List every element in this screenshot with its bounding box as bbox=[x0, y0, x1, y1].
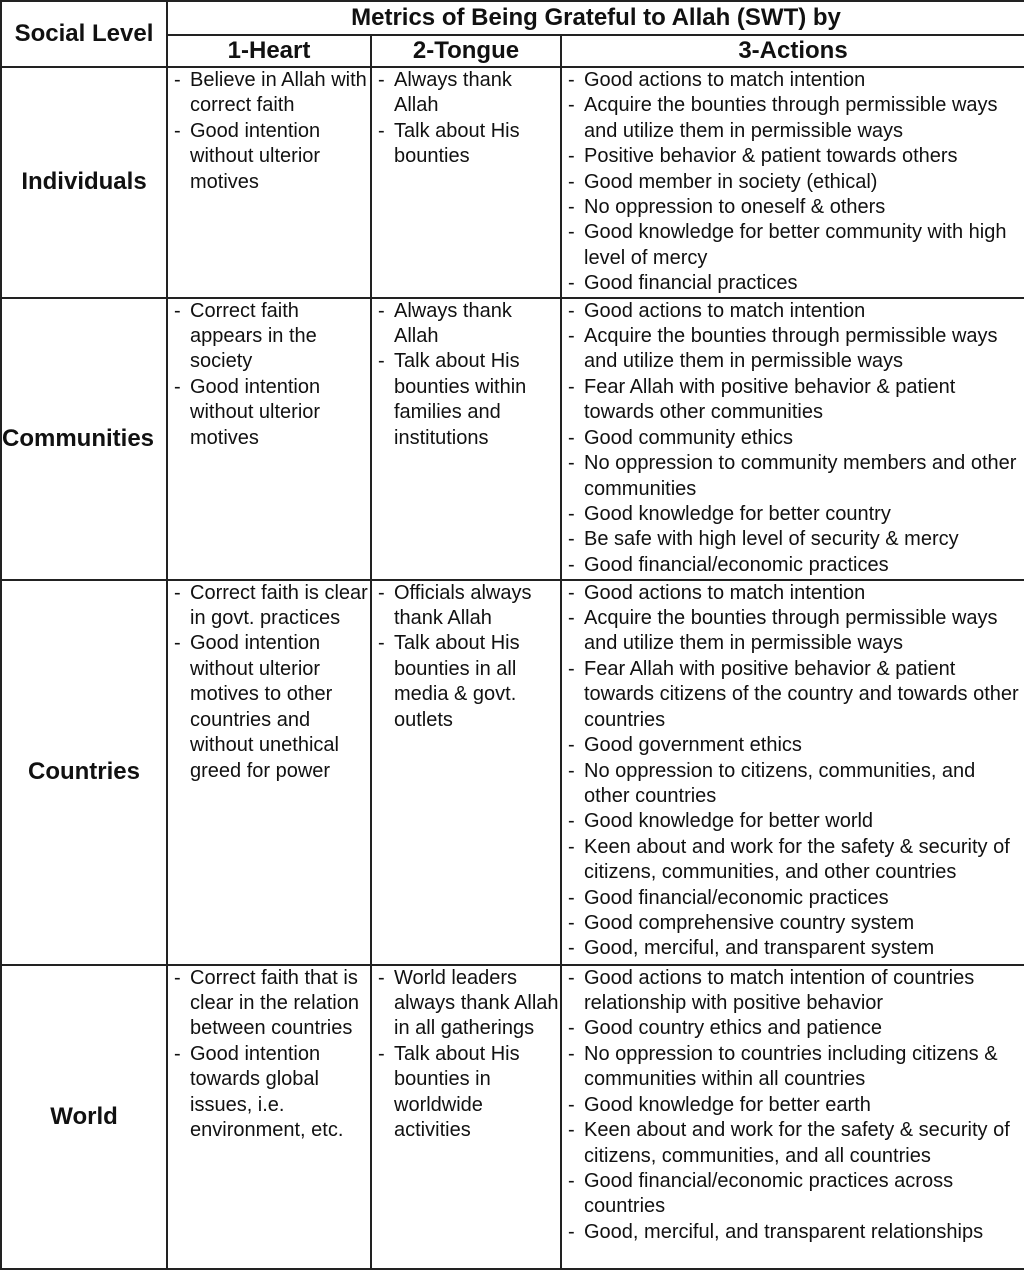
list-item: - Good government ethics bbox=[562, 733, 1024, 758]
actions-cell bbox=[561, 67, 1024, 298]
list-item: - No oppression to community members and other communities bbox=[562, 451, 1024, 502]
list-item: - Good intention towards global issues, i.e. environment, etc. bbox=[168, 1042, 370, 1144]
list-item: - Good member in society (ethical) bbox=[562, 170, 1024, 195]
actions-cell bbox=[561, 580, 1024, 965]
table-row-countries bbox=[1, 580, 1024, 965]
table-row-world bbox=[1, 965, 1024, 1269]
list-item: - Good intention without ulterior motives bbox=[168, 119, 370, 195]
list-item: - Acquire the bounties through permissible ways and utilize them in permissible ways bbox=[562, 324, 1024, 375]
social-level-cell: Countries bbox=[1, 580, 167, 965]
list-item: - No oppression to oneself & others bbox=[562, 195, 1024, 220]
list-item: - Good intention without ulterior motives bbox=[168, 375, 370, 451]
heart-cell bbox=[167, 67, 371, 298]
heart-cell bbox=[167, 580, 371, 965]
list-item: - Correct faith is clear in govt. practices bbox=[168, 581, 370, 632]
list-item: - Good, merciful, and transparent relationships bbox=[562, 1220, 1024, 1245]
tongue-cell bbox=[371, 580, 561, 965]
list-item: - Fear Allah with positive behavior & patient towards citizens of the country and towards other countries bbox=[562, 657, 1024, 733]
list-item: - Good community ethics bbox=[562, 426, 1024, 451]
list-item: - Be safe with high level of security & mercy bbox=[562, 527, 1024, 552]
list-item: - Correct faith that is clear in the relation between countries bbox=[168, 966, 370, 1042]
list-item: - Acquire the bounties through permissible ways and utilize them in permissible ways bbox=[562, 93, 1024, 144]
list-item: - Officials always thank Allah bbox=[372, 581, 560, 632]
heart-column-header: 1-Heart bbox=[167, 35, 371, 67]
social-level-cell: World bbox=[1, 965, 167, 1269]
list-item: - Positive behavior & patient towards others bbox=[562, 144, 1024, 169]
list-item: - Good knowledge for better country bbox=[562, 502, 1024, 527]
list-item: - Correct faith appears in the society bbox=[168, 299, 370, 375]
list-item: - Good intention without ulterior motives to other countries and without unethical greed for power bbox=[168, 631, 370, 783]
social-level-cell: Communities bbox=[1, 298, 167, 580]
list-item: - Acquire the bounties through permissible ways and utilize them in permissible ways bbox=[562, 606, 1024, 657]
list-item: - Good financial/economic practices bbox=[562, 886, 1024, 911]
tongue-cell bbox=[371, 67, 561, 298]
list-item: - Talk about His bounties in worldwide activities bbox=[372, 1042, 560, 1144]
list-item: - Good financial/economic practices bbox=[562, 553, 1024, 578]
heart-cell bbox=[167, 298, 371, 580]
list-item: - Talk about His bounties in all media & govt. outlets bbox=[372, 631, 560, 733]
social-level-header: Social Level bbox=[1, 1, 167, 67]
list-item: - Good actions to match intention bbox=[562, 68, 1024, 93]
table-row-communities bbox=[1, 298, 1024, 580]
tongue-cell bbox=[371, 298, 561, 580]
actions-cell bbox=[561, 298, 1024, 580]
list-item: - Always thank Allah bbox=[372, 68, 560, 119]
list-item: - Keen about and work for the safety & security of citizens, communities, and all countries bbox=[562, 1118, 1024, 1169]
list-item: - Good knowledge for better community with high level of mercy bbox=[562, 220, 1024, 271]
list-item: - Good actions to match intention of countries relationship with positive behavior bbox=[562, 966, 1024, 1017]
actions-column-header: 3-Actions bbox=[561, 35, 1024, 67]
list-item: - Good financial practices bbox=[562, 271, 1024, 296]
list-item: - Always thank Allah bbox=[372, 299, 560, 350]
list-item: - Good knowledge for better world bbox=[562, 809, 1024, 834]
tongue-cell bbox=[371, 965, 561, 1269]
list-item: - Believe in Allah with correct faith bbox=[168, 68, 370, 119]
table-row-individuals bbox=[1, 67, 1024, 298]
list-item: - No oppression to citizens, communities, and other countries bbox=[562, 759, 1024, 810]
list-item: - Good financial/economic practices across countries bbox=[562, 1169, 1024, 1220]
list-item: - No oppression to countries including citizens & communities within all countries bbox=[562, 1042, 1024, 1093]
actions-cell bbox=[561, 965, 1024, 1269]
list-item: - World leaders always thank Allah in all gatherings bbox=[372, 966, 560, 1042]
heart-cell bbox=[167, 965, 371, 1269]
list-item: - Talk about His bounties within families and institutions bbox=[372, 349, 560, 451]
list-item: - Fear Allah with positive behavior & patient towards other communities bbox=[562, 375, 1024, 426]
tongue-column-header: 2-Tongue bbox=[371, 35, 561, 67]
list-item: - Keen about and work for the safety & security of citizens, communities, and other countries bbox=[562, 835, 1024, 886]
social-level-cell: Individuals bbox=[1, 67, 167, 298]
list-item: - Good knowledge for better earth bbox=[562, 1093, 1024, 1118]
list-item: - Good country ethics and patience bbox=[562, 1016, 1024, 1041]
list-item: - Good actions to match intention bbox=[562, 581, 1024, 606]
metrics-title-header: Metrics of Being Grateful to Allah (SWT) by bbox=[167, 1, 1024, 35]
list-item: - Talk about His bounties bbox=[372, 119, 560, 170]
list-item: - Good actions to match intention bbox=[562, 299, 1024, 324]
list-item: - Good, merciful, and transparent system bbox=[562, 936, 1024, 961]
list-item: - Good comprehensive country system bbox=[562, 911, 1024, 936]
